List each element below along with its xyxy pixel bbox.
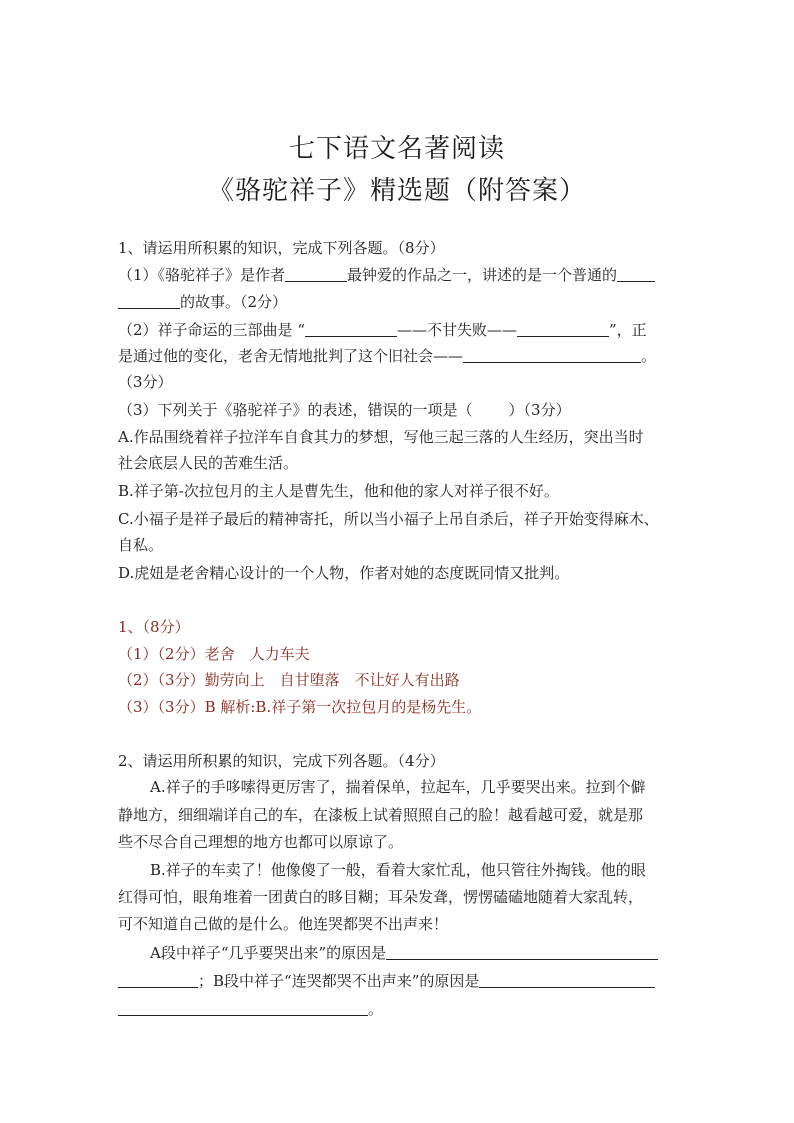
q1-sub1-blank-person-2[interactable]	[118, 292, 180, 309]
q1-sub3-line	[118, 400, 571, 420]
q2-passage-b-line2: 红得可怕，眼角堆着一团黄白的眵目糊；耳朵发聋，愣愣磕磕地随着大家乱转，	[118, 888, 644, 906]
q1-header: 1、请运用所积累的知识，完成下列各题。（8分）	[118, 239, 445, 257]
q2-blank-b-1[interactable]	[479, 971, 655, 988]
q1-sub3-text-a: （3）下列关于《骆驼祥子》的表述，错误的一项是（	[118, 401, 473, 419]
q1-sub1-text-b: 最钟爱的作品之一，讲述的是一个普通的	[347, 266, 618, 284]
q1-sub3-text-b: ）（3分）	[508, 401, 571, 419]
q1-option-a-line1: A.作品围绕着祥子拉洋车自食其力的梦想，写他三起三落的人生经历，突出当时	[118, 428, 644, 446]
q2-ask-text-2: ；B段中祥子“连哭都哭不出声来”的原因是	[198, 972, 480, 990]
q1-sub1-text-a: （1）《骆驼祥子》是作者	[118, 266, 286, 284]
q2-ask-line3	[118, 999, 383, 1019]
q2-ask-text-3: 。	[368, 1000, 384, 1018]
q1-sub2-blank-2[interactable]	[517, 320, 609, 337]
q1-option-d: D.虎妞是老舍精心设计的一个人物，作者对她的态度既同情又批判。	[118, 564, 570, 582]
q1-sub2-text-e: 。	[641, 347, 657, 365]
answer1-line2: （2）（3分）勤劳向上 自甘堕落 不让好人有出路	[118, 671, 460, 689]
q2-blank-b-2[interactable]	[118, 999, 368, 1016]
q1-sub2-blank-1[interactable]	[305, 320, 397, 337]
q2-ask-line1	[150, 943, 658, 963]
title-line-1: 七下语文名著阅读	[288, 134, 505, 164]
q1-sub2-line2	[118, 346, 656, 366]
q2-passage-b-line1: B.祥子的车卖了！他像傻了一般，看着大家忙乱，他只管往外掏钱。他的眼	[150, 861, 646, 879]
q1-sub2-text-d: 是通过他的变化，老舍无情地批判了这个旧社会——	[118, 347, 464, 365]
answer1-line3: （3）（3分）B 解析:B.祥子第一次拉包月的是杨先生。	[118, 698, 482, 716]
q1-option-b: B.祥子第-次拉包月的主人是曹先生，他和他的家人对祥子很不好。	[118, 482, 559, 500]
title-line-2: 《骆驼祥子》精选题（附答案）	[207, 176, 586, 206]
q1-option-c-line2: 自私。	[118, 536, 164, 554]
q1-sub1-line1	[118, 265, 655, 285]
answer1-line1: （1）（2分）老舍 人力车夫	[118, 645, 310, 663]
q1-sub1-text-c: 的故事。（2分）	[180, 293, 288, 311]
q2-header: 2、请运用所积累的知识，完成下列各题。（4分）	[118, 752, 445, 770]
q2-blank-a-2[interactable]	[118, 971, 198, 988]
q1-sub2-blank-3[interactable]	[463, 346, 641, 363]
q2-passage-a-line1: A.祥子的手哆嗦得更厉害了，揣着保单，拉起车，几乎要哭出来。拉到个僻	[150, 778, 646, 796]
q2-blank-a-1[interactable]	[386, 943, 658, 960]
q1-sub1-blank-author[interactable]	[285, 265, 347, 282]
q1-sub1-blank-person-1[interactable]	[617, 265, 655, 282]
q1-sub2-text-a: （2）祥子命运的三部曲是 “	[118, 321, 305, 339]
q1-sub2-text-b: ——不甘失败——	[396, 321, 517, 339]
q1-sub1-line2	[118, 292, 287, 312]
q2-passage-a-line2: 静地方，细细端详自己的车，在漆板上试着照照自己的脸！越看越可爱，就是那	[118, 806, 644, 824]
q1-option-c-line1: C.小福子是祥子最后的精神寄托，所以当小福子上吊自杀后，祥子开始变得麻木、	[118, 510, 659, 528]
q2-ask-text-1: A段中祥子“几乎要哭出来”的原因是	[150, 944, 387, 962]
q1-sub2-line1	[118, 320, 647, 340]
q1-option-a-line2: 社会底层人民的苦难生活。	[118, 454, 299, 472]
answer1-header: 1、（8分）	[118, 618, 190, 636]
q1-sub2-text-c: ”，正	[609, 321, 647, 339]
q1-sub2-score: （3分）	[118, 373, 173, 391]
q2-passage-b-line3: 可不知道自己做的是什么。他连哭都哭不出声来！	[118, 915, 449, 933]
q2-ask-line2	[118, 971, 655, 991]
q2-passage-a-line3: 些不尽合自己理想的地方也都可以原谅了。	[118, 833, 404, 851]
